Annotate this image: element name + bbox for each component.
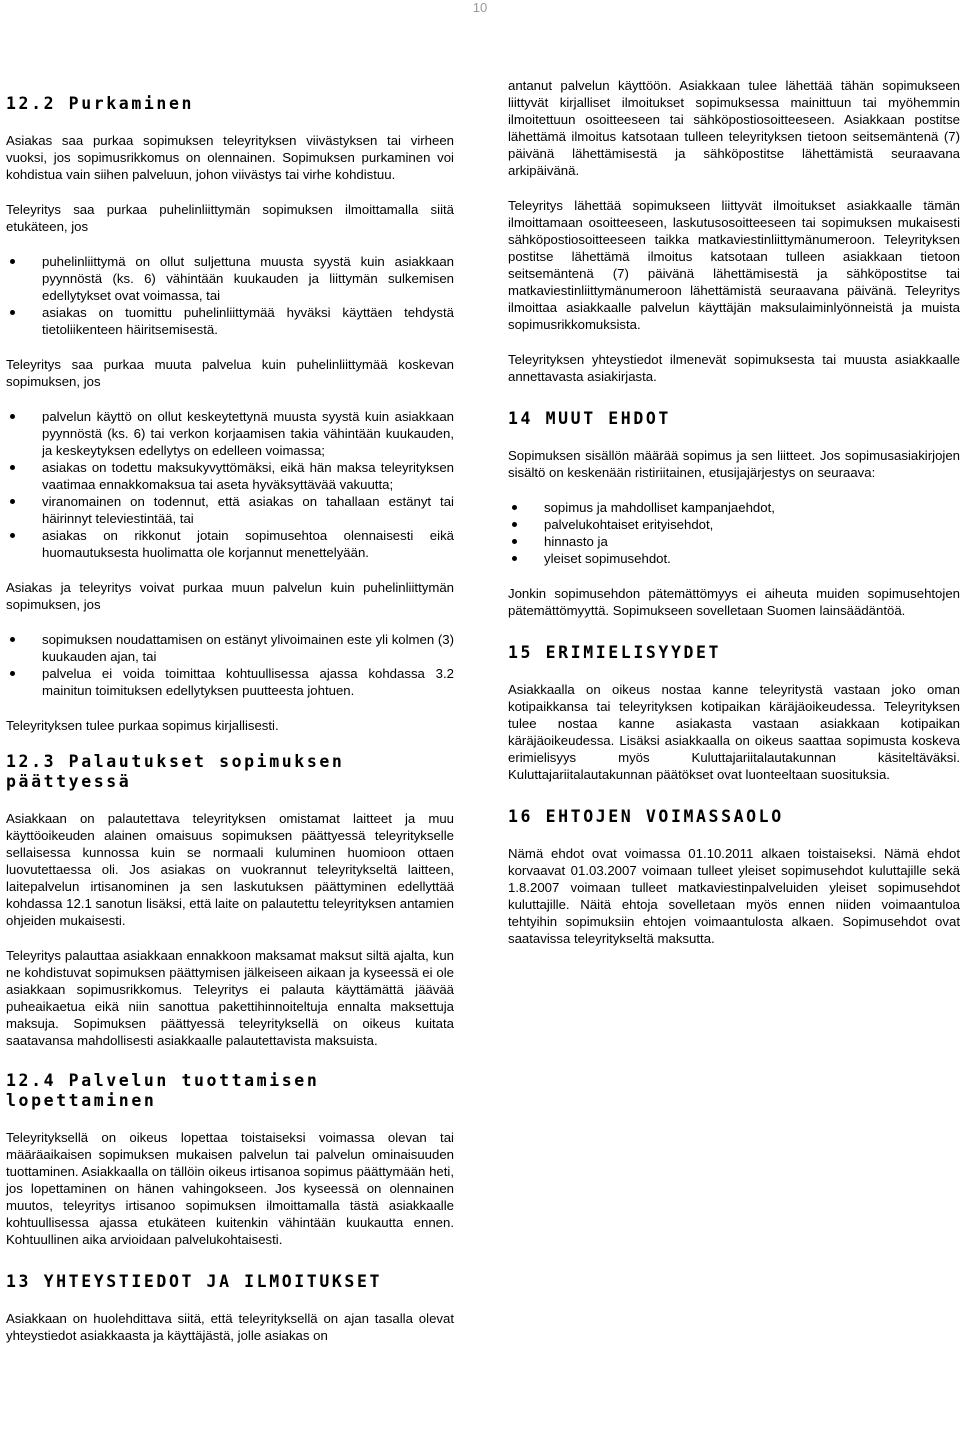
bullet-list — [6, 631, 454, 699]
list-item: sopimuksen noudattamisen on estänyt ylivoimainen este yli kolmen (3) kuukauden ajan, tai — [6, 631, 454, 665]
section-heading-13: 13 YHTEYSTIEDOT JA ILMOITUKSET — [6, 1272, 383, 1291]
paragraph: Asiakkaan on palautettava teleyrityksen omistamat laitteet ja muu käyttöoikeuden alainen omaisuus sopimuksen päättyessä teleyritykselle sellaisessa kunnossa kuin se normaali kuluminen huomioon ottaen luovutettaessa oli. Jos asiakas on vuokrannut teleyritykseltä laitteen, laitepalvelun irtisanominen ja sen laskutuksen päättyminen edellyttää kohdassa 12.1 sanotun lisäksi, että laite on palautettu teleyrityksen antamien ohjeiden mukaisesti. — [6, 811, 454, 928]
list-item: hinnasto ja — [508, 533, 960, 550]
paragraph: Teleyrityksen yhteystiedot ilmenevät sopimuksesta tai muusta asiakkaalle annettavasta asiakirjasta. — [508, 352, 960, 384]
section-heading-12-2: 12.2 Purkaminen — [6, 94, 195, 113]
list-item: palvelua ei voida toimittaa kohtuullisessa ajassa kohdassa 3.2 mainitun toimituksen edellytyksen puutteesta johtuen. — [6, 665, 454, 699]
list-item: palvelukohtaiset erityisehdot, — [508, 516, 960, 533]
section-heading-15: 15 ERIMIELISYYDET — [508, 643, 722, 662]
paragraph: Asiakkaalla on oikeus nostaa kanne teleyritystä vastaan joko oman kotipaikkansa tai teleyrityksen kotipaikan käräjäoikeudessa. Teleyrityksen tulee nostaa kanne asiakasta vastaan asiakkaan kotipaikan käräjäoikeudessa. Lisäksi asiakkaalla on oikeus saattaa sopimusta koskeva erimielisyys myös Kuluttajariitalautakunnan käsiteltäväksi. Kuluttajariitalautakunnan päätökset ovat luonteeltaan suosituksia. — [508, 682, 960, 782]
section-heading-14: 14 MUUT EHDOT — [508, 409, 671, 428]
paragraph: Teleyrityksen tulee purkaa sopimus kirjallisesti. — [6, 718, 279, 733]
section-heading-12-3: 12.3 Palautukset sopimuksen päättyessä — [6, 752, 345, 791]
paragraph: Teleyritys saa purkaa puhelinliittymän sopimuksen ilmoittamalla siitä etukäteen, jos — [6, 202, 454, 234]
list-item: asiakas on tuomittu puhelinliittymää hyväksi käyttäen tehdystä tietoliikenteen häiritsemisestä. — [6, 304, 454, 338]
paragraph: Nämä ehdot ovat voimassa 01.10.2011 alkaen toistaiseksi. Nämä ehdot korvaavat 01.03.2007 voimaan tulleet yleiset sopimusehdot kuluttajille sekä 1.8.2007 voimaan tulleet matkaviestinpalveluiden yleiset sopimusehdot kuluttajille. Näitä ehtoja sovelletaan myös ennen niiden voimaantuloa tehtyihin sopimuksiin ehtojen voimaantulosta alkaen. Sopimusehdot ovat saatavissa teleyritykseltä maksutta. — [508, 846, 960, 946]
list-item: puhelinliittymä on ollut suljettuna muusta syystä kuin asiakkaan pyynnöstä (ks. 6) vähintään kuukauden ja liittymän sulkemisen edellytykset ovat voimassa, tai — [6, 253, 454, 304]
section-heading-12-4: 12.4 Palvelun tuottamisen lopettaminen — [6, 1071, 320, 1110]
paragraph: Asiakas ja teleyritys voivat purkaa muun palvelun kuin puhelinliittymän sopimuksen, jos — [6, 580, 454, 612]
paragraph: Sopimuksen sisällön määrää sopimus ja sen liitteet. Jos sopimusasiakirjojen sisältö on keskenään ristiriitainen, etusijajärjestys on seuraava: — [508, 448, 960, 480]
page-number: 10 — [472, 0, 488, 15]
list-item: palvelun käyttö on ollut keskeytettynä muusta syystä kuin asiakkaan pyynnöstä (ks. 6) tai verkon korjaamisen takia vähintään kuukauden, ja keskeytyksen edellytys on edelleen voimassa; — [6, 408, 454, 459]
list-item: asiakas on rikkonut jotain sopimusehtoa olennaisesti eikä huomautuksesta huolimatta ole korjannut menettelyään. — [6, 527, 454, 561]
list-item: viranomainen on todennut, että asiakas on tahallaan estänyt tai häirinnyt televiestintää, tai — [6, 493, 454, 527]
left-column — [6, 94, 454, 1344]
paragraph: Teleyritys lähettää sopimukseen liittyvät ilmoitukset asiakkaalle tämän ilmoittamaan osoitteeseen, laskutusosoitteeseen tai sopimuksen mukaisesti sähköpostiosoitteeseen taikka matkaviestinliittymänumeroon. Teleyrityksen postitse lähettämä ilmoitus katsotaan tulleen asiakkaan tietoon seitsemäntenä (7) päivänä lähettämisestä ja sähköpostitse tai matkaviestinliittymänumeroon lähettämistä seuraavana päivänä. Teleyritys ilmoittaa asiakkaalle palvelun käyttäjän maksulaiminlyönneistä ja muista sopimusrikkomuksista. — [508, 198, 960, 332]
paragraph: Teleyritys saa purkaa muuta palvelua kuin puhelinliittymää koskevan sopimuksen, jos — [6, 357, 454, 389]
paragraph: Teleyritys palauttaa asiakkaan ennakkoon maksamat maksut siltä ajalta, kun ne kohdistuvat sopimuksen päättymisen jälkeiseen aikaan ja kyseessä ei ole asiakkaan sopimusrikkomus. Teleyritys ei palauta käyttämättä jäävää puheaikaetua eikä niin sanottua pakettihinnoiteltuja ennalta maksettuja maksuja. Sopimuksen päättyessä teleyrityksellä on oikeus kuitata saatavansa mahdollisesti asiakkaalle palautettavista maksuista. — [6, 948, 454, 1048]
list-item: yleiset sopimusehdot. — [508, 550, 960, 567]
right-column — [508, 77, 960, 947]
paragraph: antanut palvelun käyttöön. Asiakkaan tulee lähettää tähän sopimukseen liittyvät kirjalliset ilmoitukset sopimuksessa mainittuun tai myöhemmin ilmoitettuun osoitteeseen tai sähköpostiosoitteeseen. Asiakkaan postitse lähettämä ilmoitus katsotaan tulleen teleyrityksen tietoon seitsemäntenä (7) päivänä lähettämisestä ja sähköpostitse lähettämistä seuraavana arkipäivänä. — [508, 78, 960, 178]
bullet-list — [508, 499, 960, 567]
bullet-list — [6, 253, 454, 338]
paragraph: Teleyrityksellä on oikeus lopettaa toistaiseksi voimassa olevan tai määräaikaisen sopimuksen mukaisen palvelun tai palvelun ominaisuuden tuottaminen. Asiakkaalla on tällöin oikeus irtisanoa sopimus päättymään heti, jos lopettaminen on hänen vahingokseen. Jos kyseessä on olennainen muutos, teleyritys irtisanoo sopimuksen ilmoittamalla tästä asiakkaalle kohtuullisessa ajassa etukäteen kuitenkin vähintään kuukautta ennen. Kohtuullinen aika arvioidaan palvelukohtaisesti. — [6, 1130, 454, 1247]
paragraph: Asiakkaan on huolehdittava siitä, että teleyrityksellä on ajan tasalla olevat yhteystiedot asiakkaasta ja käyttäjästä, jolle asiakas on — [6, 1311, 454, 1343]
list-item: asiakas on todettu maksukyvyttömäksi, eikä hän maksa teleyrityksen vaatimaa ennakkomaksua tai aseta hyväksyttävää vakuutta; — [6, 459, 454, 493]
paragraph: Asiakas saa purkaa sopimuksen teleyrityksen viivästyksen tai virheen vuoksi, jos sopimusrikkomus on olennainen. Sopimuksen purkaminen voi kohdistua vain siihen palveluun, johon viivästys tai virhe kohdistuu. — [6, 133, 454, 182]
section-heading-16: 16 EHTOJEN VOIMASSAOLO — [508, 807, 784, 826]
list-item: sopimus ja mahdolliset kampanjaehdot, — [508, 499, 960, 516]
paragraph: Jonkin sopimusehdon pätemättömyys ei aiheuta muiden sopimusehtojen pätemättömyyttä. Sopimukseen sovelletaan Suomen lainsäädäntöä. — [508, 586, 960, 618]
bullet-list — [6, 408, 454, 561]
